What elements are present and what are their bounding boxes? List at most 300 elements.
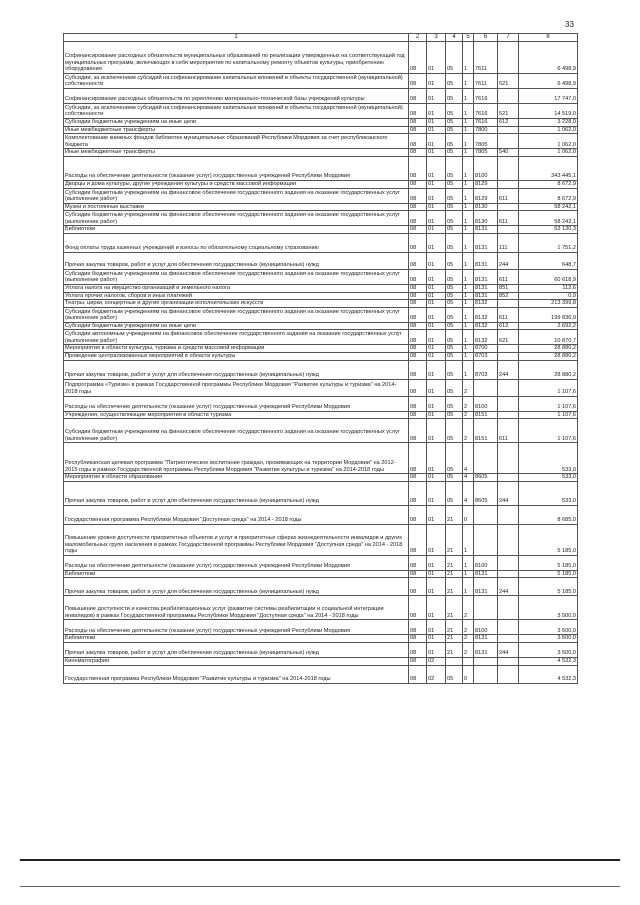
pr-code-cell: 05: [446, 360, 463, 379]
rz-code-cell: 01: [427, 269, 446, 284]
amount-cell: 1 062,0: [519, 149, 578, 157]
amount-cell: 6 498,9: [519, 74, 578, 89]
table-row: [64, 474, 578, 482]
table-row: [64, 42, 578, 74]
ved-code-cell: 08: [409, 226, 427, 234]
ved-code-cell: 08: [409, 330, 427, 345]
table-row: [64, 180, 578, 188]
pr-code-cell: 05: [446, 149, 463, 157]
row-name-cell: Прочая закупка товаров, работ и услуг для обеспечения государственных (муниципальных) нужд: [64, 481, 409, 505]
pr-code-cell: 05: [446, 443, 463, 474]
ved-code-cell: 08: [409, 620, 427, 635]
ved-code-cell: 08: [409, 156, 427, 180]
amount-cell: 1 062,0: [519, 126, 578, 134]
target-code-cell: 8132: [474, 307, 498, 322]
row-name-cell: Учреждения, осуществляющие мероприятия в области туризма: [64, 411, 409, 419]
amount-cell: 3 500,0: [519, 596, 578, 620]
row-name-cell: Расходы на обеспечение деятельности (оказание услуг) государственных учреждений Республики Мордовия: [64, 156, 409, 180]
amount-cell: 1 751,2: [519, 233, 578, 252]
pr-code-cell: 05: [446, 292, 463, 300]
subprogram-code-cell: 2: [463, 642, 474, 657]
expense-type-cell: [498, 596, 519, 620]
expense-type-cell: 852: [498, 292, 519, 300]
row-name-cell: Уплата налога на имущество организаций и земельного налога: [64, 284, 409, 292]
target-code-cell: 7805: [474, 149, 498, 157]
rz-code-cell: 01: [427, 252, 446, 269]
target-code-cell: 7611: [474, 42, 498, 74]
subprogram-code-cell: 2: [463, 396, 474, 411]
pr-code-cell: 05: [446, 233, 463, 252]
amount-cell: 1 107,6: [519, 411, 578, 419]
subprogram-code-cell: 1: [463, 570, 474, 578]
target-code-cell: 7616: [474, 119, 498, 127]
header-cell: 7: [498, 34, 519, 42]
ved-code-cell: 08: [409, 352, 427, 360]
amount-cell: 60 618,9: [519, 269, 578, 284]
amount-cell: 4 532,3: [519, 665, 578, 683]
pr-code-cell: 21: [446, 635, 463, 643]
table-row: [64, 300, 578, 308]
target-code-cell: [474, 524, 498, 555]
ved-code-cell: 08: [409, 126, 427, 134]
row-name-cell: Государственная программа Республики Мордовия "Доступная среда" на 2014 - 2018 годы: [64, 505, 409, 524]
amount-cell: 28 880,2: [519, 360, 578, 379]
ved-code-cell: 08: [409, 233, 427, 252]
ved-code-cell: 08: [409, 42, 427, 74]
pr-code-cell: 05: [446, 203, 463, 211]
pr-code-cell: 05: [446, 74, 463, 89]
ved-code-cell: 08: [409, 578, 427, 596]
rz-code-cell: 01: [427, 42, 446, 74]
pr-code-cell: 05: [446, 156, 463, 180]
target-code-cell: 8605: [474, 474, 498, 482]
table-row: [64, 419, 578, 443]
ved-code-cell: 08: [409, 149, 427, 157]
subprogram-code-cell: 4: [463, 474, 474, 482]
subprogram-code-cell: 1: [463, 89, 474, 104]
ved-code-cell: 08: [409, 443, 427, 474]
target-code-cell: 8131: [474, 269, 498, 284]
expense-type-cell: 611: [498, 419, 519, 443]
subprogram-code-cell: 2: [463, 596, 474, 620]
header-cell: 5: [463, 34, 474, 42]
subprogram-code-cell: 1: [463, 134, 474, 149]
subprogram-code-cell: 1: [463, 104, 474, 119]
row-name-cell: Иные межбюджетные трансферты: [64, 126, 409, 134]
rz-code-cell: 01: [427, 211, 446, 226]
expense-type-cell: 612: [498, 322, 519, 330]
expense-type-cell: [498, 345, 519, 353]
pr-code-cell: 05: [446, 226, 463, 234]
rz-code-cell: 01: [427, 505, 446, 524]
amount-cell: 58 242,1: [519, 211, 578, 226]
amount-cell: 533,0: [519, 481, 578, 505]
table-row: [64, 269, 578, 284]
ved-code-cell: 08: [409, 89, 427, 104]
rz-code-cell: 01: [427, 570, 446, 578]
ved-code-cell: 08: [409, 188, 427, 203]
row-name-cell: Субсидии, за исключением субсидий на софинансирование капитальных вложений в объекты государственной (муниципальной) собственности: [64, 104, 409, 119]
table-row: [64, 322, 578, 330]
amount-cell: 5 185,0: [519, 578, 578, 596]
rz-code-cell: 01: [427, 180, 446, 188]
subprogram-code-cell: 1: [463, 555, 474, 570]
expense-type-cell: [498, 300, 519, 308]
row-name-cell: Субсидии бюджетным учреждениям на иные цели: [64, 322, 409, 330]
expense-type-cell: 611: [498, 307, 519, 322]
table-row: [64, 292, 578, 300]
pr-code-cell: 21: [446, 505, 463, 524]
row-name-cell: Субсидии бюджетным учреждениям на финансовое обеспечение государственного задания на оказание государственных услуг (выполнение работ): [64, 269, 409, 284]
page-number: 33: [565, 20, 574, 29]
ved-code-cell: 08: [409, 180, 427, 188]
target-code-cell: [474, 665, 498, 683]
table-row: [64, 307, 578, 322]
subprogram-code-cell: 1: [463, 252, 474, 269]
row-name-cell: Субсидии бюджетным учреждениям на финансовое обеспечение государственного задания на оказание государственных услуг (выполнение работ): [64, 211, 409, 226]
row-name-cell: Софинансирование расходных обязательств муниципальных образований по реализации утвержденных на соответствующий год муниципальных программ, включающих в себя мероприятия по капитальному ремонту объектов культуры, приобретению оборудования: [64, 42, 409, 74]
expense-type-cell: 540: [498, 149, 519, 157]
pr-code-cell: 05: [446, 396, 463, 411]
expense-type-cell: [498, 443, 519, 474]
amount-cell: 343 445,1: [519, 156, 578, 180]
target-code-cell: 8130: [474, 211, 498, 226]
target-code-cell: [474, 379, 498, 396]
subprogram-code-cell: 1: [463, 330, 474, 345]
rz-code-cell: 01: [427, 74, 446, 89]
expense-type-cell: [498, 352, 519, 360]
rz-code-cell: 01: [427, 322, 446, 330]
table-row: [64, 596, 578, 620]
scan-edge-line: [20, 859, 620, 861]
expense-type-cell: [498, 635, 519, 643]
subprogram-code-cell: 2: [463, 620, 474, 635]
subprogram-code-cell: 1: [463, 126, 474, 134]
target-code-cell: 8131: [474, 233, 498, 252]
row-name-cell: Государственная программа Республики Мордовия "Развитие культуры и туризма" на 2014-2018 годы: [64, 665, 409, 683]
rz-code-cell: 01: [427, 642, 446, 657]
table-header-row: [64, 34, 578, 42]
row-name-cell: Мероприятия в области образования: [64, 474, 409, 482]
subprogram-code-cell: 1: [463, 360, 474, 379]
table-row: [64, 657, 578, 665]
table-row: [64, 578, 578, 596]
table-row: [64, 226, 578, 234]
ved-code-cell: 08: [409, 635, 427, 643]
target-code-cell: 8100: [474, 555, 498, 570]
amount-cell: 1 107,6: [519, 396, 578, 411]
amount-cell: 5 185,0: [519, 570, 578, 578]
expense-type-cell: [498, 555, 519, 570]
subprogram-code-cell: 0: [463, 665, 474, 683]
subprogram-code-cell: 1: [463, 233, 474, 252]
table-row: [64, 149, 578, 157]
rz-code-cell: 01: [427, 226, 446, 234]
rz-code-cell: 01: [427, 360, 446, 379]
row-name-cell: Расходы на обеспечение деятельности (оказание услуг) государственных учреждений Республики Мордовия: [64, 620, 409, 635]
ved-code-cell: 08: [409, 642, 427, 657]
rz-code-cell: 01: [427, 300, 446, 308]
ved-code-cell: 08: [409, 360, 427, 379]
pr-code-cell: 05: [446, 134, 463, 149]
subprogram-code-cell: 2: [463, 635, 474, 643]
amount-cell: 6 498,9: [519, 42, 578, 74]
target-code-cell: 8132: [474, 330, 498, 345]
target-code-cell: 8131: [474, 284, 498, 292]
row-name-cell: Субсидии бюджетным учреждениям на финансовое обеспечение государственного задания на оказание государственных услуг (выполнение работ): [64, 419, 409, 443]
amount-cell: 4 532,3: [519, 657, 578, 665]
ved-code-cell: 08: [409, 665, 427, 683]
amount-cell: 3 500,0: [519, 635, 578, 643]
pr-code-cell: 05: [446, 411, 463, 419]
amount-cell: 8 672,9: [519, 180, 578, 188]
pr-code-cell: 21: [446, 570, 463, 578]
expense-type-cell: [498, 203, 519, 211]
table-row: [64, 665, 578, 683]
amount-cell: 17 747,0: [519, 89, 578, 104]
rz-code-cell: 01: [427, 481, 446, 505]
rz-code-cell: 01: [427, 149, 446, 157]
ved-code-cell: 08: [409, 322, 427, 330]
rz-code-cell: 01: [427, 134, 446, 149]
target-code-cell: 7616: [474, 104, 498, 119]
rz-code-cell: 01: [427, 635, 446, 643]
ved-code-cell: 08: [409, 345, 427, 353]
expense-type-cell: 244: [498, 642, 519, 657]
subprogram-code-cell: 1: [463, 307, 474, 322]
target-code-cell: 8605: [474, 481, 498, 505]
table-row: [64, 396, 578, 411]
pr-code-cell: 05: [446, 665, 463, 683]
target-code-cell: 8132: [474, 300, 498, 308]
table-row: [64, 233, 578, 252]
table-row: [64, 126, 578, 134]
expense-type-cell: [498, 474, 519, 482]
pr-code-cell: 05: [446, 119, 463, 127]
target-code-cell: 8100: [474, 156, 498, 180]
rz-code-cell: 01: [427, 330, 446, 345]
table-row: [64, 330, 578, 345]
amount-cell: 1 062,0: [519, 134, 578, 149]
row-name-cell: Библиотеки: [64, 635, 409, 643]
subprogram-code-cell: 1: [463, 74, 474, 89]
amount-cell: 112,6: [519, 284, 578, 292]
table-row: [64, 635, 578, 643]
subprogram-code-cell: 0: [463, 505, 474, 524]
pr-code-cell: 05: [446, 180, 463, 188]
rz-code-cell: 01: [427, 474, 446, 482]
pr-code-cell: 05: [446, 269, 463, 284]
expense-type-cell: 612: [498, 119, 519, 127]
row-name-cell: Музеи и постоянные выставки: [64, 203, 409, 211]
ved-code-cell: 08: [409, 474, 427, 482]
row-name-cell: Софинансирование расходных обязательств по укреплению материально-технической базы учреждений культуры: [64, 89, 409, 104]
pr-code-cell: 05: [446, 42, 463, 74]
subprogram-code-cell: 1: [463, 180, 474, 188]
table-row: [64, 570, 578, 578]
target-code-cell: 7805: [474, 134, 498, 149]
pr-code-cell: 05: [446, 307, 463, 322]
target-code-cell: [474, 443, 498, 474]
amount-cell: 28 880,2: [519, 345, 578, 353]
pr-code-cell: 05: [446, 345, 463, 353]
table-row: [64, 360, 578, 379]
row-name-cell: Фонд оплаты труда казенных учреждений и взносы по обязательному социальному страхованию: [64, 233, 409, 252]
pr-code-cell: 05: [446, 474, 463, 482]
row-name-cell: Кинематография: [64, 657, 409, 665]
row-name-cell: Библиотеки: [64, 570, 409, 578]
amount-cell: 3 500,0: [519, 642, 578, 657]
subprogram-code-cell: 1: [463, 269, 474, 284]
expense-type-cell: 851: [498, 284, 519, 292]
pr-code-cell: 21: [446, 555, 463, 570]
row-name-cell: Уплата прочих налогов, сборов и иных платежей: [64, 292, 409, 300]
pr-code-cell: 21: [446, 524, 463, 555]
subprogram-code-cell: 1: [463, 300, 474, 308]
pr-code-cell: [446, 657, 463, 665]
table-row: [64, 89, 578, 104]
target-code-cell: 8132: [474, 322, 498, 330]
target-code-cell: 8130: [474, 203, 498, 211]
rz-code-cell: 01: [427, 352, 446, 360]
expense-type-cell: 611: [498, 269, 519, 284]
rz-code-cell: 01: [427, 104, 446, 119]
subprogram-code-cell: 1: [463, 188, 474, 203]
table-row: [64, 642, 578, 657]
budget-table: [63, 33, 578, 684]
rz-code-cell: 01: [427, 411, 446, 419]
ved-code-cell: 08: [409, 481, 427, 505]
rz-code-cell: 01: [427, 578, 446, 596]
table-row: [64, 345, 578, 353]
subprogram-code-cell: 2: [463, 379, 474, 396]
ved-code-cell: 08: [409, 269, 427, 284]
pr-code-cell: 05: [446, 252, 463, 269]
amount-cell: 14 519,0: [519, 104, 578, 119]
amount-cell: 3 228,0: [519, 119, 578, 127]
table-row: [64, 74, 578, 89]
ved-code-cell: 08: [409, 524, 427, 555]
header-cell: 2: [409, 34, 427, 42]
table-row: [64, 352, 578, 360]
table-row: [64, 620, 578, 635]
rz-code-cell: 01: [427, 284, 446, 292]
expense-type-cell: [498, 524, 519, 555]
expense-type-cell: [498, 226, 519, 234]
table-row: [64, 134, 578, 149]
row-name-cell: Прочая закупка товаров, работ и услуг для обеспечения государственных (муниципальных) нужд: [64, 252, 409, 269]
rz-code-cell: 01: [427, 233, 446, 252]
rz-code-cell: 02: [427, 665, 446, 683]
row-name-cell: Подпрограмма «Туризм» в рамках Государственной программы Республики Мордовия "Развитие культуры и туризма" на 2014-2018 годы: [64, 379, 409, 396]
expense-type-cell: [498, 42, 519, 74]
target-code-cell: 7616: [474, 89, 498, 104]
expense-type-cell: 244: [498, 578, 519, 596]
target-code-cell: 8700: [474, 345, 498, 353]
ved-code-cell: 08: [409, 505, 427, 524]
rz-code-cell: 01: [427, 419, 446, 443]
target-code-cell: 8703: [474, 360, 498, 379]
amount-cell: 648,7: [519, 252, 578, 269]
table-row: [64, 252, 578, 269]
ved-code-cell: 08: [409, 74, 427, 89]
target-code-cell: 7800: [474, 126, 498, 134]
expense-type-cell: [498, 657, 519, 665]
rz-code-cell: 01: [427, 126, 446, 134]
ved-code-cell: 08: [409, 419, 427, 443]
target-code-cell: 8131: [474, 570, 498, 578]
target-code-cell: 8131: [474, 226, 498, 234]
rz-code-cell: 01: [427, 89, 446, 104]
subprogram-code-cell: 4: [463, 481, 474, 505]
target-code-cell: 8131: [474, 635, 498, 643]
expense-type-cell: 244: [498, 360, 519, 379]
target-code-cell: [474, 505, 498, 524]
row-name-cell: Субсидии бюджетным учреждениям на финансовое обеспечение государственного задания на оказание государственных услуг (выполнение работ): [64, 307, 409, 322]
subprogram-code-cell: 1: [463, 149, 474, 157]
ved-code-cell: 08: [409, 307, 427, 322]
pr-code-cell: 05: [446, 284, 463, 292]
subprogram-code-cell: [463, 657, 474, 665]
header-cell: 8: [519, 34, 578, 42]
amount-cell: 3 500,0: [519, 620, 578, 635]
subprogram-code-cell: 1: [463, 524, 474, 555]
row-name-cell: Повышение доступности и качества реабилитационных услуг (развитие системы реабилитации и социальной интеграции инвалидов) в рамках Государственной программы Республики Мордовия "Доступная среда" на 2014 - 2018 годы: [64, 596, 409, 620]
expense-type-cell: 521: [498, 74, 519, 89]
pr-code-cell: 05: [446, 481, 463, 505]
row-name-cell: Прочая закупка товаров, работ и услуг для обеспечения государственных (муниципальных) нужд: [64, 642, 409, 657]
ved-code-cell: 08: [409, 411, 427, 419]
expense-type-cell: [498, 505, 519, 524]
pr-code-cell: 05: [446, 89, 463, 104]
pr-code-cell: 05: [446, 126, 463, 134]
rz-code-cell: 01: [427, 555, 446, 570]
header-cell: 1: [64, 34, 409, 42]
scan-edge-line: [20, 886, 620, 887]
subprogram-code-cell: 1: [463, 352, 474, 360]
table-row: [64, 443, 578, 474]
rz-code-cell: 01: [427, 156, 446, 180]
row-name-cell: Субсидии, за исключением субсидий на софинансирование капитальных вложений в объекты государственной (муниципальной) собственности: [64, 74, 409, 89]
subprogram-code-cell: 1: [463, 156, 474, 180]
rz-code-cell: 01: [427, 596, 446, 620]
subprogram-code-cell: 2: [463, 411, 474, 419]
amount-cell: 8 685,0: [519, 505, 578, 524]
rz-code-cell: 01: [427, 188, 446, 203]
expense-type-cell: 111: [498, 233, 519, 252]
table-row: [64, 104, 578, 119]
row-name-cell: Расходы на обеспечение деятельности (оказание услуг) государственных учреждений Республики Мордовия: [64, 396, 409, 411]
expense-type-cell: 244: [498, 481, 519, 505]
target-code-cell: 8703: [474, 352, 498, 360]
target-code-cell: 8100: [474, 620, 498, 635]
amount-cell: 5 185,0: [519, 555, 578, 570]
table-row: [64, 555, 578, 570]
ved-code-cell: 08: [409, 657, 427, 665]
ved-code-cell: 08: [409, 119, 427, 127]
table-row: [64, 211, 578, 226]
pr-code-cell: 05: [446, 352, 463, 360]
amount-cell: 1 107,6: [519, 379, 578, 396]
header-cell: 6: [474, 34, 498, 42]
amount-cell: 63 130,3: [519, 226, 578, 234]
target-code-cell: [474, 596, 498, 620]
expense-type-cell: [498, 396, 519, 411]
pr-code-cell: 05: [446, 379, 463, 396]
row-name-cell: Прочая закупка товаров, работ и услуг для обеспечения государственных (муниципальных) нужд: [64, 578, 409, 596]
table-row: [64, 379, 578, 396]
subprogram-code-cell: 1: [463, 578, 474, 596]
